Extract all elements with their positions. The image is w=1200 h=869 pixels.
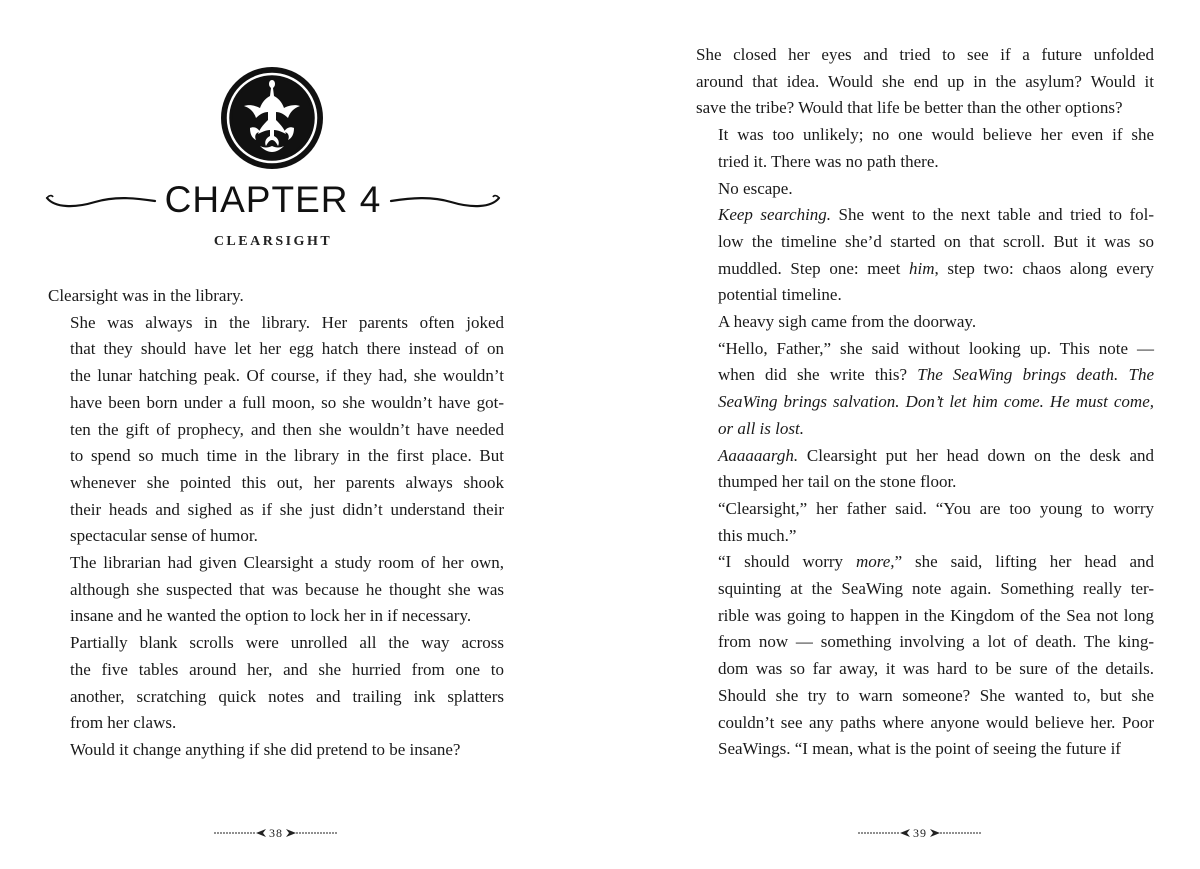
page-number: 39 [913, 825, 927, 840]
text-line: ten the gift of prophecy, and then she wouldn’t have needed [70, 419, 504, 439]
paragraph [696, 336, 1154, 443]
paragraph [696, 496, 1154, 549]
text-line: low the timeline she’d started on that scroll. But it was so [718, 231, 1154, 251]
text-line: spectacular sense of humor. [70, 526, 258, 546]
text-line: tried it. There was no path there. [718, 151, 939, 171]
text-line: She was always in the library. Her parents often joked [70, 312, 504, 332]
text-line: Aaaaaargh. Clearsight put her head down on the desk and [718, 445, 1154, 465]
paragraph [48, 283, 504, 310]
page-number: 38 [269, 825, 283, 840]
text-line: rible was going to happen in the Kingdom of the Sea not long [718, 605, 1154, 625]
right-swash-ornament [389, 190, 501, 210]
text-line: around that idea. Would she end up in the asylum? Would it [696, 71, 1154, 91]
text-line: squinting at the SeaWing note again. Something really ter- [718, 579, 1154, 599]
text-line: from her claws. [70, 713, 177, 733]
text-line: “Clearsight,” her father said. “You are too young to worry [718, 498, 1154, 518]
text-line: save the tribe? Would that life be better than the other options? [696, 98, 1123, 118]
chapter-subtitle: CLEARSIGHT [213, 234, 333, 249]
text-line: SeaWing brings salvation. Don’t let him come. He must come, [718, 392, 1154, 412]
paragraph [48, 550, 504, 630]
text-line: Would it change anything if she did pretend to be insane? [70, 739, 461, 759]
text-line: when did she write this? The SeaWing brings death. The [718, 365, 1154, 385]
text-line: “Hello, Father,” she said without looking up. This note — [718, 338, 1154, 358]
text-line: It was too unlikely; no one would believe her even if she [718, 125, 1154, 145]
text-line: another, scratching quick notes and trailing ink splatters [70, 686, 504, 706]
page-number-left [196, 826, 356, 840]
text-line: the five tables around her, and she hurried from one to [70, 659, 504, 679]
text-line: their heads and sighed as if she just didn’t understand their [70, 499, 504, 519]
text-line: “I should worry more,” she said, lifting her head and [718, 552, 1154, 572]
folio-ornament-right [286, 828, 338, 838]
paragraph [48, 630, 504, 737]
dragon-emblem-icon [220, 66, 324, 170]
left-swash-ornament [45, 190, 157, 210]
text-line: insane and he wanted the option to lock her in if necessary. [70, 606, 472, 626]
text-line: SeaWings. “I mean, what is the point of seeing the future if [718, 739, 1121, 759]
text-line: The librarian had given Clearsight a study room of her own, [70, 553, 504, 573]
paragraph [48, 737, 504, 764]
folio-ornament-left [858, 828, 910, 838]
text-line: to spend so much time in the library in the first place. But [70, 446, 504, 466]
right-body-text [696, 42, 1154, 763]
folio-ornament-right [930, 828, 982, 838]
page-number-right [840, 826, 1000, 840]
paragraph [696, 122, 1154, 175]
text-line: thumped her tail on the stone floor. [718, 472, 957, 492]
paragraph [696, 443, 1154, 496]
text-line: or all is lost. [718, 418, 804, 438]
folio-ornament-left [214, 828, 266, 838]
text-line: that they should have let her egg hatch there instead of on [70, 339, 504, 359]
text-line: Partially blank scrolls were unrolled all the way across [70, 633, 504, 653]
text-line: Keep searching. She went to the next table and tried to fol- [718, 205, 1154, 225]
text-line: although she suspected that was because he thought she was [70, 579, 504, 599]
text-line: this much.” [718, 525, 797, 545]
text-line: the lunar hatching peak. Of course, if they had, she wouldn’t [70, 366, 504, 386]
text-line: whenever she pointed this out, her parents always shook [70, 472, 504, 492]
paragraph [696, 549, 1154, 763]
text-line: have been born under a full moon, so she wouldn’t have got- [70, 392, 504, 412]
paragraph [696, 309, 1154, 336]
text-line: dom was so far away, it was hard to be sure of the details. [718, 659, 1154, 679]
text-line: No escape. [718, 178, 793, 198]
text-line: A heavy sigh came from the doorway. [718, 312, 977, 332]
text-line: potential timeline. [718, 285, 842, 305]
chapter-heading [48, 176, 498, 224]
left-body-text [48, 283, 504, 764]
text-line: She closed her eyes and tried to see if a future unfolded [696, 45, 1154, 64]
paragraph [696, 42, 1154, 122]
text-line: from now — something involving a lot of death. The king- [718, 632, 1154, 652]
paragraph [48, 310, 504, 550]
chapter-title: CHAPTER 4 [164, 179, 382, 220]
text-line: Clearsight was in the library. [48, 286, 244, 305]
paragraph [696, 202, 1154, 309]
text-line: Should she try to warn someone? She wanted to, but she [718, 685, 1154, 705]
text-line: couldn’t see any paths where anyone would believe her. Poor [718, 712, 1154, 732]
paragraph [696, 176, 1154, 203]
right-page [600, 0, 1200, 869]
text-line: muddled. Step one: meet him, step two: chaos along every [718, 258, 1154, 278]
